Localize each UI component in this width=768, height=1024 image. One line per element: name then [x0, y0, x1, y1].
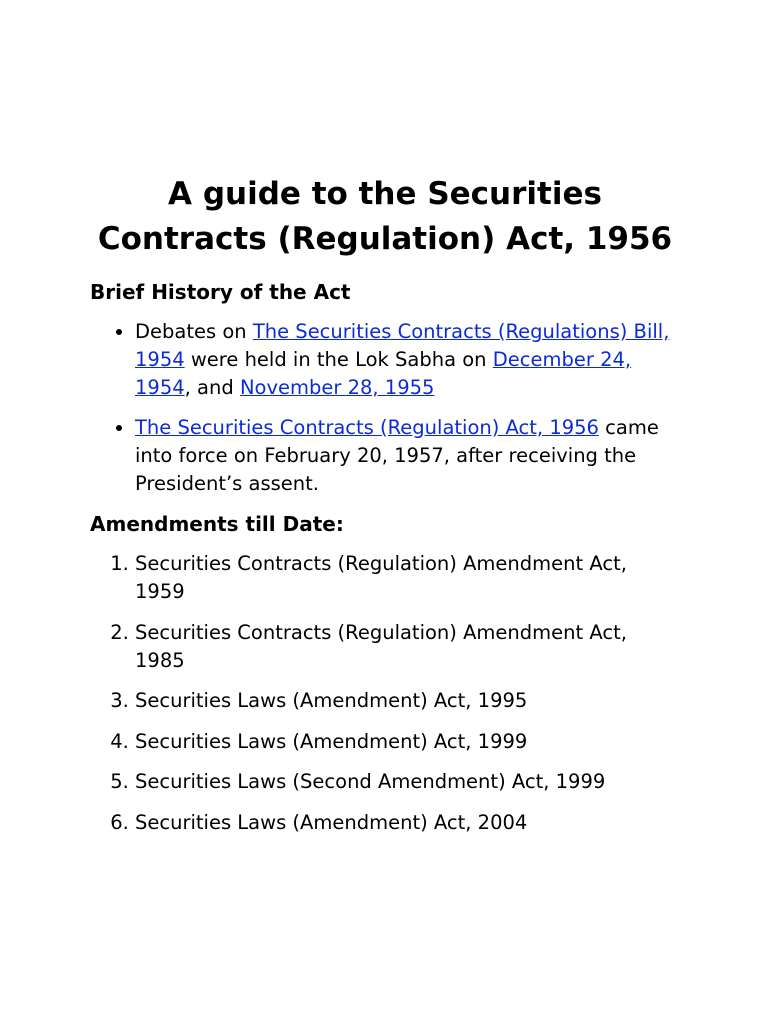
debates-middle: were held in the Lok Sabha on	[184, 348, 493, 371]
december-24-1954-link[interactable]: December 24, 1954	[135, 348, 632, 399]
amendments-heading: Amendments till Date:	[90, 512, 344, 536]
list-item-act-in-force	[135, 414, 680, 498]
act-1956-link[interactable]: The Securities Contracts (Regulation) Act, 1956	[135, 416, 599, 439]
history-heading: Brief History of the Act	[90, 280, 351, 304]
list-item: 2. Securities Contracts (Regulation) Amendment Act, 1985	[135, 619, 680, 675]
november-28-1955-link[interactable]: November 28, 1955	[239, 376, 435, 399]
list-item: 4. Securities Laws (Amendment) Act, 1999	[135, 728, 680, 756]
debates-joiner: , and	[184, 376, 240, 399]
list-item: 5. Securities Laws (Second Amendment) Act, 1999	[135, 768, 680, 796]
act-in-force-text: came into force on February 20, 1957, after receiving the President’s assent.	[135, 416, 659, 495]
history-list	[90, 318, 680, 498]
list-item: 6. Securities Laws (Amendment) Act, 2004	[135, 809, 680, 837]
page-title: A guide to the Securities Contracts (Regulation) Act, 1956	[97, 176, 673, 257]
list-item-debates	[135, 318, 680, 402]
amendments-list	[90, 550, 680, 837]
document-page	[90, 172, 680, 849]
debates-prefix: Debates on	[135, 320, 253, 343]
bill-1954-link[interactable]: The Securities Contracts (Regulations) Bill, 1954	[135, 320, 670, 371]
list-item: 1. Securities Contracts (Regulation) Amendment Act, 1959	[135, 550, 680, 606]
list-item: 3. Securities Laws (Amendment) Act, 1995	[135, 687, 680, 715]
